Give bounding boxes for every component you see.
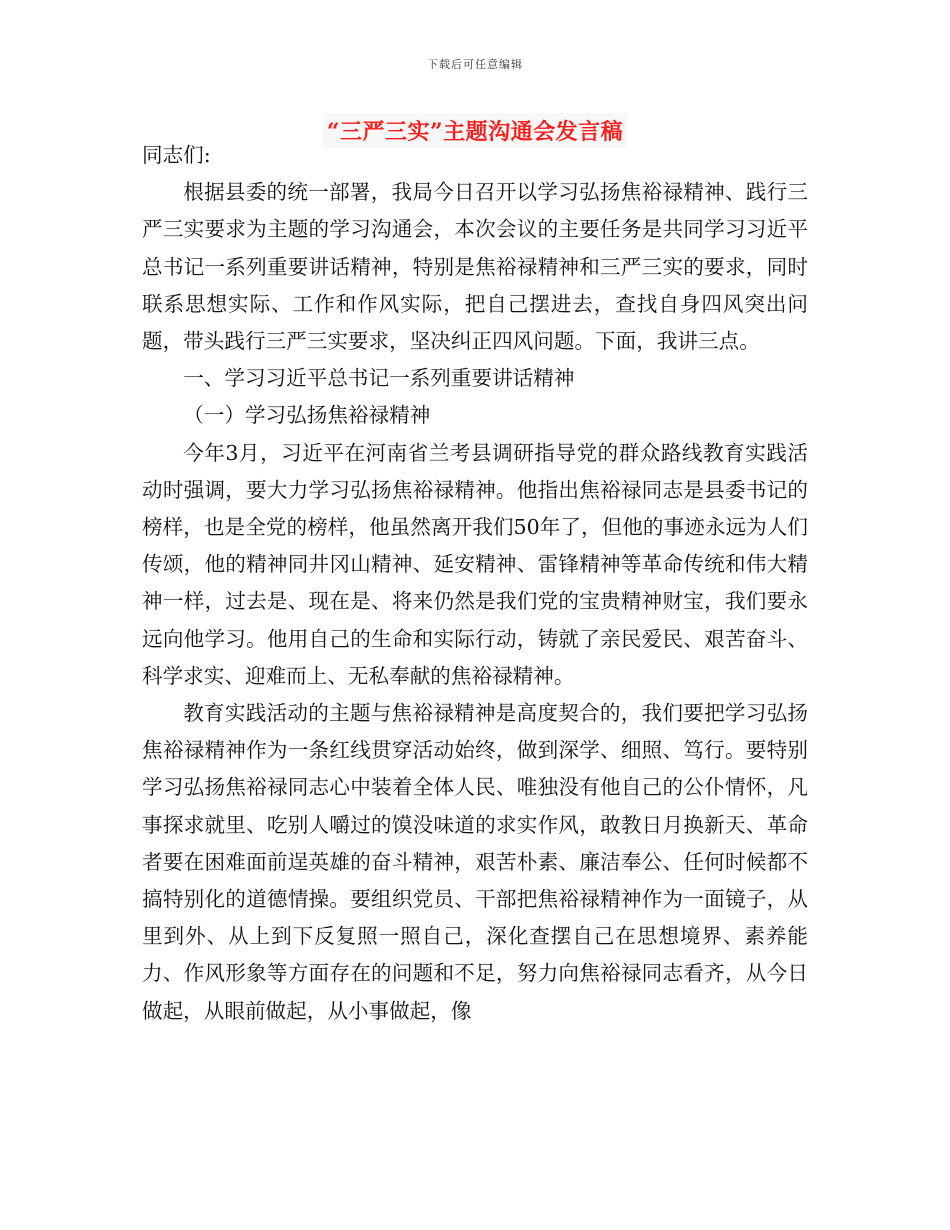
greeting: 同志们: [142, 143, 211, 167]
document-body [142, 137, 808, 1030]
subsection-heading-1: （一）学习弘扬焦裕禄精神 [183, 403, 431, 428]
paragraph-education-practice: 教育实践活动的主题与焦裕禄精神是高度契合的，我们要把学习弘扬焦裕禄精神作为一条红线贯穿活动始终，做到深学、细照、笃行。要特别学习弘扬焦裕禄同志心中装着全体人民、唯独没有他自己的公仆情怀，凡事探求就里、吃别人嚼过的馍没味道的求实作风，敢教日月换新天、革命者要在困难面前逞英雄的奋斗精神，艰苦朴素、廉洁奉公、任何时候都不搞特别化的道德情操。要组织党员、干部把焦裕禄精神作为一面镜子，从里到外、从上到下反复照一照自己，深化查摆自己在思想境界、素养能力、作风形象等方面存在的问题和不足，努力向焦裕禄同志看齐，从今日做起，从眼前做起，从小事做起，像 [142, 701, 808, 1023]
section-heading-1: 一、学习习近平总书记一系列重要讲话精神 [183, 366, 575, 391]
document-title: “三严三实”主题沟通会发言稿 [323, 113, 627, 148]
paragraph-jiao-yulu-intro: 今年3月，习近平在河南省兰考县调研指导党的群众路线教育实践活动时强调，要大力学习弘扬焦裕禄精神。他指出焦裕禄同志是县委书记的榜样，也是全党的榜样，他虽然离开我们50年了，但他的事迹永远为人们传颂，他的精神同井冈山精神、延安精神、雷锋精神等革命传统和伟大精神一样，过去是、现在是、将来仍然是我们党的宝贵精神财宝，我们要永远向他学习。他用自己的生命和实际行动，铸就了亲民爱民、艰苦奋斗、科学求实、迎难而上、无私奉献的焦裕禄精神。 [142, 440, 808, 688]
paragraph-intro: 根据县委的统一部署，我局今日召开以学习弘扬焦裕禄精神、践行三严三实要求为主题的学习沟通会，本次会议的主要任务是共同学习习近平总书记一系列重要讲话精神，特别是焦裕禄精神和三严三实的要求，同时联系思想实际、工作和作风实际，把自己摆进去，查找自身四风突出问题，带头践行三严三实要求，坚决纠正四风问题。下面，我讲三点。 [142, 180, 808, 354]
header-note: 下载后可任意编辑 [427, 58, 523, 71]
